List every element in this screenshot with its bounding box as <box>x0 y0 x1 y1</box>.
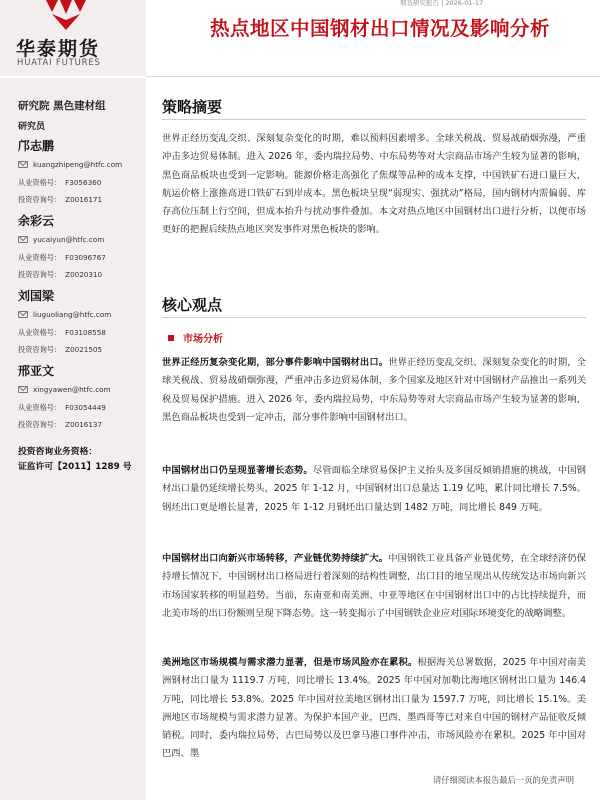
consulting-label: 投资咨询号： <box>18 345 62 354</box>
qualification-number <box>18 324 143 341</box>
subsection-heading <box>168 330 223 345</box>
analyst-email-row[interactable] <box>18 382 143 396</box>
analyst-card <box>18 212 143 283</box>
consulting-number <box>18 266 143 283</box>
consulting-number <box>18 416 143 433</box>
section-divider <box>162 119 586 120</box>
summary-paragraph: 世界正经历变乱交织、深刻复杂变化的时期，难以预料因素增多。全球关税战、贸易战硝烟弥漫，严重冲击多边贸易体制。进入 2026 年，委内瑞拉局势、中东局势等对大宗商品市场产生较为显著的影响，黑色商品板块也受到一定影响。能源价格走高强化了焦煤等品种的成本支撑，中国铁矿石进口量巨大，航运价格上涨推高进口铁矿石到岸成本。黑色板块呈现“弱现实、强扰动”格局，国内钢材内需偏弱、库存高位压制上行空间，但成本抬升与扰动事件叠加。本文对热点地区中国钢材出口进行分析，以便市场更好的把握后续热点地区突发事件对黑色板块的影响。 <box>162 133 586 236</box>
consulting-label: 投资咨询号： <box>18 195 62 204</box>
qualification-label: 从业资格号： <box>18 328 62 337</box>
qualification-value: F03054449 <box>65 403 106 412</box>
core-paragraph-4 <box>162 654 586 764</box>
qualification-label: 从业资格号： <box>18 253 62 262</box>
qualification-label: 从业资格号： <box>18 403 62 412</box>
analyst-email[interactable]: yucaiyun@htfc.com <box>33 234 105 244</box>
brand-logo <box>0 0 146 76</box>
qualification-number <box>18 399 143 416</box>
core-paragraph-3 <box>162 550 586 623</box>
qualification-value: F03096767 <box>65 253 106 262</box>
core-paragraph-2 <box>162 462 586 517</box>
analyst-name: 余彩云 <box>18 214 55 228</box>
report-meta-strip: 期货研究报告 | 2026-01-17 <box>400 0 484 7</box>
huatai-logo-icon <box>42 0 90 30</box>
core-paragraph-1 <box>162 354 586 427</box>
consulting-value: Z0016137 <box>65 420 103 429</box>
qualification-value: F3056360 <box>65 178 102 187</box>
email-icon <box>18 386 28 393</box>
analyst-name: 邢亚文 <box>18 364 55 378</box>
qualification-label: 从业资格号： <box>18 178 62 187</box>
report-body <box>146 78 600 800</box>
email-icon <box>18 236 28 243</box>
analyst-name: 邝志鹏 <box>18 139 55 153</box>
paragraph-body: 世界正经历变乱交织、深刻复杂变化的时期，全球关税战、贸易战硝烟弥漫，严重冲击多边贸易体制，多个国家及地区针对中国钢材产品推出一系列关税及贸易保护措施。进入 2026 年，委内瑞拉局势，中东局势等对大宗商品市场产生较为显著的影响，黑色商品板块也受到一定冲击，部分事件影响中国钢材出口。 <box>162 357 586 423</box>
qualification-heading: 投资咨询业务资格： <box>18 447 98 457</box>
researcher-label: 研究员 <box>18 122 46 132</box>
qualification-value: F03108558 <box>65 328 106 337</box>
paragraph-body: 根据海关总署数据，2025 年中国对南美洲钢材出口量为 1119.7 万吨，同比增长 13.4%。2025 年中国对加勒比海地区钢材出口量为 146.4 万吨，同比增长 53.8%。2025 年中国对拉美地区钢材出口量为 1597.7 万吨，同比增长 15.1%。美洲地区市场规模与需求潜力显著。为保护本国产业，巴西、墨西哥等已对来自中国的钢材产品征收反倾销税。同时，委内瑞拉局势、古巴局势以及巴拿马港口事件冲击，市场风险亦在累积。2025 年中国对巴西、墨 <box>162 657 586 760</box>
analyst-sidebar <box>0 78 146 800</box>
license-number: 证监许可【2011】1289 号 <box>18 462 132 472</box>
analyst-card <box>18 362 143 433</box>
email-icon <box>18 311 28 318</box>
paragraph-lead: 中国钢材出口仍呈现显著增长态势。 <box>162 465 313 476</box>
report-title: 热点地区中国钢材出口情况及影响分析 <box>210 17 551 40</box>
analyst-name: 刘国梁 <box>18 289 55 303</box>
paragraph-lead: 美洲地区市场规模与需求潜力显著，但是市场风险亦在累积。 <box>162 657 418 668</box>
paragraph-body: 尽管面临全球贸易保护主义抬头及多国反倾销措施的挑战，中国钢材出口量仍延续增长势头，2025 年 1-12 月，中国钢材出口总量达 1.19 亿吨，累计同比增长 7.5%。钢坯出口更是增长显著，2025 年 1-12 月钢坯出口量达到 1482 万吨，同比增长 849 万吨。 <box>162 465 586 513</box>
page-header <box>0 0 600 78</box>
consulting-value: Z0021505 <box>65 345 103 354</box>
section-heading-summary: 策略摘要 <box>162 98 223 116</box>
analyst-email-row[interactable] <box>18 157 143 171</box>
qualification-number <box>18 249 143 266</box>
consulting-number <box>18 341 143 358</box>
consulting-label: 投资咨询号： <box>18 420 62 429</box>
subsection-title: 市场分析 <box>183 334 223 345</box>
paragraph-body: 中国钢铁工业具备产业链优势，在全球经济仍保持增长情况下，中国钢材出口格局进行着深刻的结构性调整，出口目的地呈现出从传统发达市场向新兴市场国家转移的明显趋势。当前，东南亚和南美洲、中亚等地区在中国钢材出口中的占比持续提升，而北美市场的出口份额则呈现下降态势。这一转变揭示了中国钢铁企业应对国际环境变化的战略调整。 <box>162 553 586 619</box>
consulting-value: Z0020310 <box>65 270 103 279</box>
analyst-card <box>18 287 143 358</box>
analyst-email[interactable]: kuangzhipeng@htfc.com <box>33 159 123 169</box>
paragraph-lead: 中国钢材出口向新兴市场转移，产业链优势持续扩大。 <box>162 553 389 564</box>
email-icon <box>18 161 28 168</box>
brand-name-cn: 华泰期货 <box>16 38 101 60</box>
research-department: 研究院 黑色建材组 <box>18 100 106 112</box>
analyst-email[interactable]: xingyawen@htfc.com <box>33 384 111 394</box>
analyst-email-row[interactable] <box>18 232 143 246</box>
section-divider <box>162 317 586 318</box>
brand-name-en: HUATAI FUTURES <box>17 58 101 68</box>
consulting-label: 投资咨询号： <box>18 270 62 279</box>
section-heading-core: 核心观点 <box>162 296 223 314</box>
consulting-number <box>18 191 143 208</box>
paragraph-lead: 世界正经历复杂变化期，部分事件影响中国钢材出口。 <box>162 357 389 368</box>
analyst-email-row[interactable] <box>18 307 143 321</box>
disclaimer-note: 请仔细阅读本报告最后一页的免责声明 <box>432 775 574 785</box>
analyst-email[interactable]: liuguoliang@htfc.com <box>33 309 112 319</box>
analyst-card <box>18 137 143 208</box>
bullet-square-icon <box>168 335 174 341</box>
qualification-number <box>18 174 143 191</box>
consulting-qualification <box>18 445 143 475</box>
header-divider <box>146 76 600 77</box>
consulting-value: Z0016171 <box>65 195 103 204</box>
